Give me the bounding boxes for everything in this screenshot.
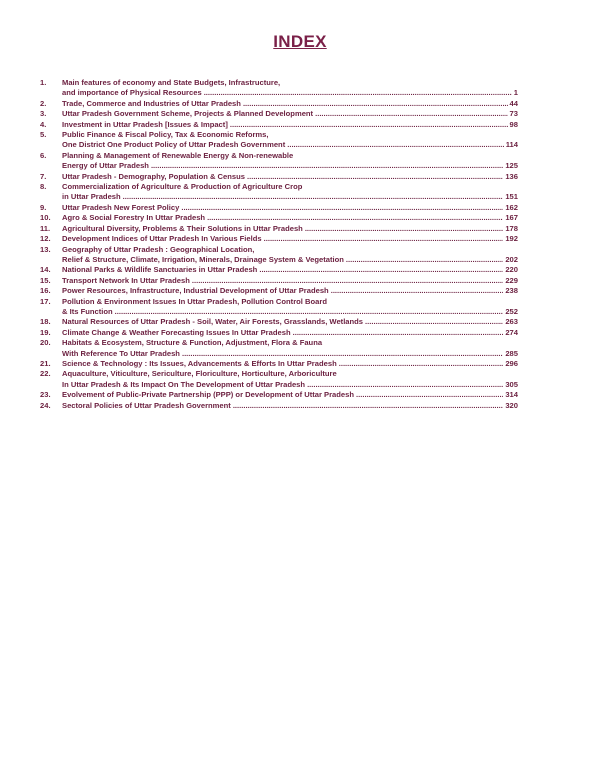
dot-leader: [190, 276, 503, 286]
toc-entry-body: [62, 120, 518, 130]
toc-entry-title-line: Main features of economy and State Budgets, Infrastructure,: [62, 78, 281, 87]
toc-entry-number: 23.: [40, 390, 51, 400]
toc-entry-leader-line: [62, 234, 518, 244]
toc-entry-title: Uttar Pradesh - Demography, Population & Census: [62, 171, 245, 181]
toc-entry-body: [62, 276, 518, 286]
toc-entry-page-number: 162: [505, 202, 518, 212]
toc-entry-number: 2.: [40, 98, 47, 108]
toc-entry: [40, 213, 518, 223]
table-of-contents: [40, 78, 518, 411]
toc-entry-title: In Uttar Pradesh & Its Impact On The Development of Uttar Pradesh: [62, 379, 306, 389]
toc-entry-number: 11.: [40, 223, 51, 233]
toc-entry-number: 14.: [40, 265, 51, 275]
page-title: INDEX: [273, 32, 327, 51]
toc-entry-body: [62, 297, 518, 318]
dot-leader: [180, 349, 503, 359]
toc-entry-page-number: 305: [505, 379, 518, 389]
dot-leader: [337, 359, 504, 369]
toc-entry-leader-line: [62, 286, 518, 296]
toc-entry-body: [62, 130, 518, 151]
dot-leader: [285, 140, 504, 150]
dot-leader: [241, 99, 508, 109]
toc-entry-leader-line: [62, 401, 518, 411]
toc-entry-title-line: Planning & Management of Renewable Energy & Non-renewable: [62, 150, 294, 160]
dot-leader: [205, 213, 503, 223]
toc-entry-body: [62, 182, 518, 203]
toc-entry-number: 1.: [40, 78, 47, 87]
dot-leader: [262, 234, 504, 244]
toc-entry-number: 24.: [40, 400, 51, 410]
dot-leader: [121, 192, 504, 202]
toc-entry-page-number: 274: [505, 327, 518, 337]
toc-entry-number: 10.: [40, 213, 51, 223]
toc-entry-title: Investment in Uttar Pradesh [Issues & Impact]: [62, 119, 228, 129]
toc-entry-title: Evolvement of Public-Private Partnership (PPP) or Development of Uttar Pradesh: [62, 390, 355, 400]
toc-entry: [40, 130, 518, 151]
toc-entry-body: [62, 109, 518, 119]
toc-entry-leader-line: [62, 328, 518, 338]
toc-entry-title-line: Habitats & Ecosystem, Structure & Function, Adjustment, Flora & Fauna: [62, 338, 323, 348]
toc-entry-leader-line: [62, 140, 518, 150]
toc-entry-leader-line: [62, 88, 518, 98]
toc-entry-number: 3.: [40, 109, 47, 119]
toc-entry: [40, 328, 518, 338]
toc-entry-page-number: 314: [505, 390, 518, 400]
toc-entry-title: Agricultural Diversity, Problems & Their Solutions in Uttar Pradesh: [62, 223, 303, 233]
toc-entry-body: [62, 369, 518, 390]
toc-entry-title: Power Resources, Infrastructure, Industrial Development of Uttar Pradesh: [62, 286, 329, 296]
toc-entry-number: 8.: [40, 182, 47, 192]
toc-entry: [40, 172, 518, 182]
dot-leader: [149, 161, 503, 171]
toc-entry-page-number: 320: [505, 400, 518, 410]
toc-entry-page-number: 1: [513, 88, 518, 98]
toc-entry: [40, 297, 518, 318]
toc-entry-title: Natural Resources of Uttar Pradesh - Soil, Water, Air Forests, Grasslands, Wetlands: [62, 317, 364, 327]
toc-entry-leader-line: [62, 390, 518, 400]
toc-entry-title: Trade, Commerce and Industries of Uttar Pradesh: [62, 98, 241, 108]
toc-entry-number: 9.: [40, 202, 47, 212]
dot-leader: [231, 401, 504, 411]
toc-entry-page-number: 178: [505, 223, 518, 233]
toc-entry-title: Sectoral Policies of Uttar Pradesh Government: [62, 400, 231, 410]
toc-entry-number: 16.: [40, 286, 51, 296]
dot-leader: [257, 265, 503, 275]
toc-entry-body: [62, 317, 518, 327]
toc-entry-leader-line: [62, 109, 518, 119]
toc-entry-number: 12.: [40, 234, 51, 244]
toc-entry-body: [62, 245, 518, 266]
toc-entry-leader-line: [62, 192, 518, 202]
toc-entry: [40, 182, 518, 203]
toc-entry-page-number: 136: [505, 171, 518, 181]
toc-entry: [40, 359, 518, 369]
toc-entry-page-number: 73: [509, 109, 518, 119]
toc-entry-title: Climate Change & Weather Forecasting Issues In Uttar Pradesh: [62, 327, 291, 337]
toc-entry-title: One District One Product Policy of Uttar Pradesh Government: [62, 140, 286, 150]
toc-entry-number: 15.: [40, 275, 51, 285]
toc-entry-page-number: 44: [509, 98, 518, 108]
toc-entry-title: & Its Function: [62, 306, 113, 316]
dot-leader: [305, 380, 503, 390]
toc-entry-body: [62, 359, 518, 369]
dot-leader: [202, 88, 512, 98]
toc-entry-leader-line: [62, 359, 518, 369]
toc-entry-title-line: Geography of Uttar Pradesh : Geographical Location,: [62, 244, 255, 254]
toc-entry-page-number: 229: [505, 275, 518, 285]
dot-leader: [291, 328, 504, 338]
toc-entry-title-line: Public Finance & Fiscal Policy, Tax & Economic Reforms,: [62, 130, 269, 140]
toc-entry-leader-line: [62, 349, 518, 359]
toc-entry-leader-line: [62, 224, 518, 234]
dot-leader: [303, 224, 504, 234]
dot-leader: [113, 307, 504, 317]
toc-entry-body: [62, 172, 518, 182]
toc-entry-body: [62, 203, 518, 213]
toc-entry-body: [62, 328, 518, 338]
toc-entry-number: 5.: [40, 130, 47, 140]
toc-entry: [40, 338, 518, 359]
toc-entry-leader-line: [62, 120, 518, 130]
toc-entry-page-number: 151: [505, 192, 518, 202]
toc-entry-page-number: 220: [505, 265, 518, 275]
toc-entry-title: Science & Technology : Its Issues, Advancements & Efforts In Uttar Pradesh: [62, 358, 337, 368]
toc-entry-body: [62, 265, 518, 275]
toc-entry-leader-line: [62, 276, 518, 286]
dot-leader: [354, 390, 503, 400]
toc-entry-page-number: 296: [505, 358, 518, 368]
toc-entry: [40, 369, 518, 390]
toc-entry: [40, 109, 518, 119]
toc-entry-number: 18.: [40, 317, 51, 327]
toc-entry-page-number: 285: [505, 348, 518, 358]
toc-entry-title-line: Commercialization of Agriculture & Production of Agriculture Crop: [62, 182, 303, 192]
toc-entry-title: National Parks & Wildlife Sanctuaries in Uttar Pradesh: [62, 265, 258, 275]
toc-entry-number: 4.: [40, 119, 47, 129]
toc-entry-title: and importance of Physical Resources: [62, 88, 202, 98]
toc-entry-title: Development Indices of Uttar Pradesh In Various Fields: [62, 234, 262, 244]
toc-entry: [40, 99, 518, 109]
dot-leader: [329, 286, 504, 296]
toc-entry-number: 7.: [40, 171, 47, 181]
toc-entry-leader-line: [62, 317, 518, 327]
toc-entry-body: [62, 401, 518, 411]
toc-entry-page-number: 252: [505, 306, 518, 316]
toc-entry-title-line: Pollution & Environment Issues In Uttar Pradesh, Pollution Control Board: [62, 296, 327, 306]
toc-entry-body: [62, 99, 518, 109]
toc-entry: [40, 203, 518, 213]
toc-entry: [40, 120, 518, 130]
toc-entry-page-number: 114: [505, 140, 518, 150]
toc-entry-leader-line: [62, 213, 518, 223]
toc-entry-leader-line: [62, 203, 518, 213]
toc-entry-body: [62, 390, 518, 400]
toc-entry-body: [62, 338, 518, 359]
toc-entry-title: Uttar Pradesh New Forest Policy: [62, 202, 180, 212]
toc-entry: [40, 234, 518, 244]
toc-entry-leader-line: [62, 161, 518, 171]
toc-entry-number: 13.: [40, 244, 51, 254]
toc-entry-body: [62, 234, 518, 244]
toc-entry: [40, 224, 518, 234]
dot-leader: [313, 109, 507, 119]
toc-entry-leader-line: [62, 172, 518, 182]
dot-leader: [179, 203, 503, 213]
dot-leader: [228, 120, 508, 130]
toc-entry-body: [62, 286, 518, 296]
toc-entry-number: 20.: [40, 338, 51, 348]
toc-entry-page-number: 238: [505, 286, 518, 296]
toc-entry-leader-line: [62, 255, 518, 265]
toc-entry-title: With Reference To Uttar Pradesh: [62, 348, 180, 358]
toc-entry: [40, 276, 518, 286]
toc-entry-title-line: Aquaculture, Viticulture, Sericulture, Floriculture, Horticulture, Arboriculture: [62, 369, 337, 379]
toc-entry-body: [62, 151, 518, 172]
toc-entry-title: Energy of Uttar Pradesh: [62, 161, 149, 171]
toc-entry-number: 21.: [40, 358, 51, 368]
toc-entry-page-number: 263: [505, 317, 518, 327]
toc-entry-number: 17.: [40, 296, 51, 306]
toc-entry: [40, 78, 518, 99]
toc-entry-title: Transport Network In Uttar Pradesh: [62, 275, 190, 285]
toc-entry-number: 19.: [40, 327, 51, 337]
toc-entry-leader-line: [62, 380, 518, 390]
toc-entry: [40, 265, 518, 275]
toc-entry: [40, 151, 518, 172]
dot-leader: [363, 317, 503, 327]
toc-entry-page-number: 167: [505, 213, 518, 223]
toc-entry-title: in Uttar Pradesh: [62, 192, 121, 202]
toc-entry-title: Agro & Social Forestry In Uttar Pradesh: [62, 213, 206, 223]
toc-entry-page-number: 202: [505, 254, 518, 264]
toc-entry-leader-line: [62, 99, 518, 109]
toc-entry: [40, 245, 518, 266]
toc-entry-page-number: 125: [505, 161, 518, 171]
toc-entry-leader-line: [62, 307, 518, 317]
dot-leader: [344, 255, 503, 265]
toc-entry-page-number: 98: [509, 119, 518, 129]
toc-entry-number: 22.: [40, 369, 51, 379]
toc-entry-body: [62, 78, 518, 99]
toc-entry-body: [62, 213, 518, 223]
toc-entry: [40, 317, 518, 327]
dot-leader: [245, 172, 503, 182]
toc-entry-leader-line: [62, 265, 518, 275]
toc-entry-title: Relief & Structure, Climate, Irrigation, Minerals, Drainage System & Vegetation: [62, 254, 344, 264]
toc-entry-number: 6.: [40, 150, 47, 160]
toc-entry-title: Uttar Pradesh Government Scheme, Projects & Planned Development: [62, 109, 314, 119]
toc-entry: [40, 286, 518, 296]
toc-entry: [40, 390, 518, 400]
toc-entry-page-number: 192: [505, 234, 518, 244]
toc-entry: [40, 401, 518, 411]
toc-entry-body: [62, 224, 518, 234]
